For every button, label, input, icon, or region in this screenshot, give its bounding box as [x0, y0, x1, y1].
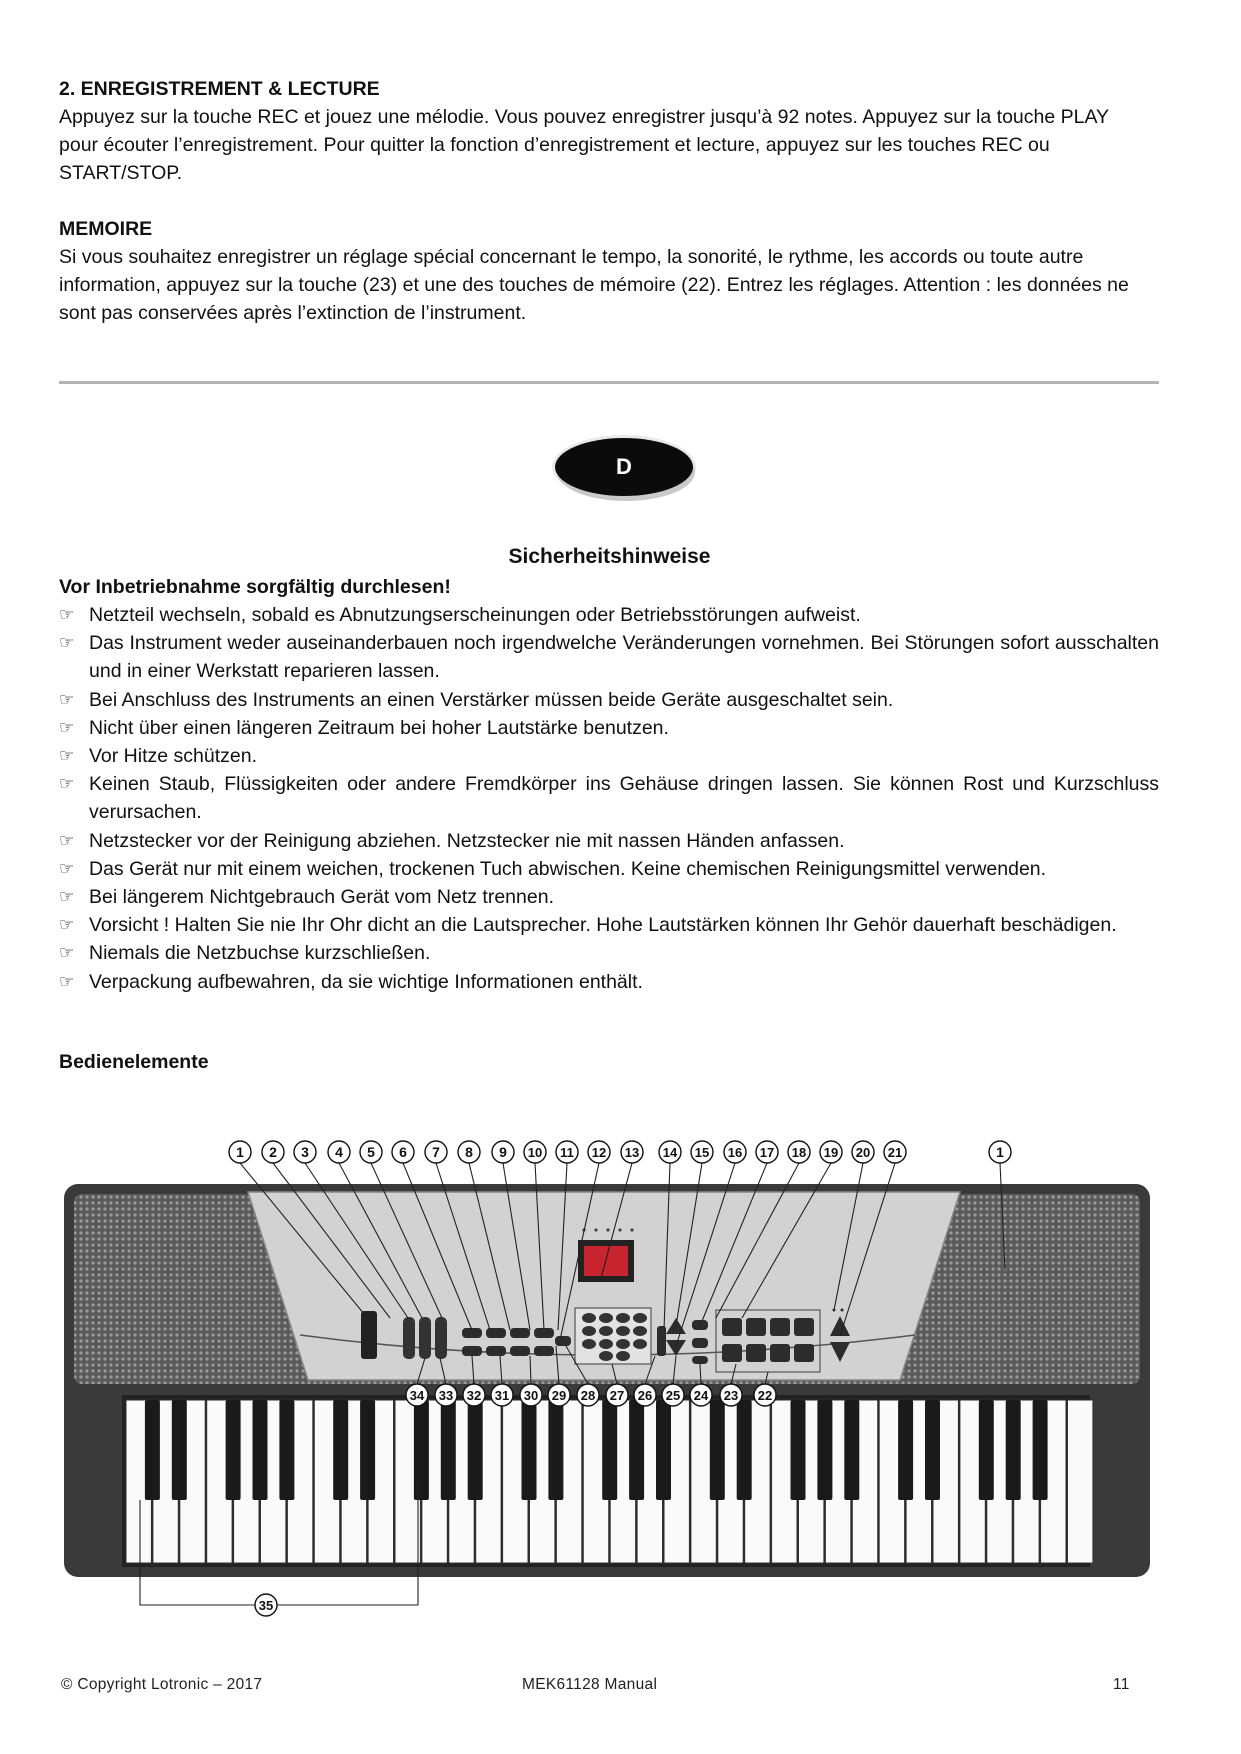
callout-14 — [659, 1141, 681, 1163]
svg-text:27: 27 — [609, 1388, 625, 1403]
black-key — [333, 1400, 348, 1500]
footer-copyright: © Copyright Lotronic – 2017 — [61, 1676, 263, 1693]
svg-text:20: 20 — [855, 1145, 871, 1160]
heading-memory: MEMOIRE — [59, 218, 153, 240]
callout-34 — [406, 1384, 428, 1406]
safety-item — [59, 883, 1159, 911]
svg-text:14: 14 — [662, 1145, 678, 1160]
black-key — [226, 1400, 241, 1500]
svg-text:23: 23 — [723, 1388, 739, 1403]
keyboard-diagram — [0, 1125, 1241, 1625]
pointing-hand-icon: ☞ — [59, 605, 75, 624]
svg-text:7: 7 — [432, 1144, 440, 1160]
safety-item-text: Das Gerät nur mit einem weichen, trockenen Tuch abwischen. Keine chemischen Reinigungsmittel verwenden. — [89, 857, 1047, 880]
paragraph-memory: Si vous souhaitez enregistrer un réglage spécial concernant le tempo, la sonorité, le rythme, les accords ou toute autre information, appuyez sur la touche (23) et une des touches de mémoire (22). Entrez les réglages. Attention : les données ne sont pas conservées après l’extinction de l’instrument. — [59, 246, 1129, 324]
pointing-hand-icon: ☞ — [59, 943, 75, 963]
svg-text:8: 8 — [465, 1144, 473, 1160]
callout-8 — [458, 1141, 480, 1163]
keys-callout — [255, 1594, 277, 1616]
callout-16 — [724, 1141, 746, 1163]
black-key — [898, 1400, 913, 1500]
white-key — [1068, 1400, 1093, 1563]
svg-text:13: 13 — [624, 1145, 640, 1160]
svg-text:9: 9 — [499, 1144, 507, 1160]
callout-30 — [520, 1384, 542, 1406]
safety-item-text: Nicht über einen längeren Zeitraum bei hoher Lautstärke benutzen. — [89, 716, 669, 739]
safety-item-text: Keinen Staub, Flüssigkeiten oder andere Fremdkörper ins Gehäuse dringen lassen. Sie können Rost und Kurzschluss verursachen. — [89, 773, 1159, 824]
svg-text:28: 28 — [580, 1388, 596, 1403]
callout-9 — [492, 1141, 514, 1163]
black-key — [844, 1400, 859, 1500]
safety-item-text: Bei Anschluss des Instruments an einen Verstärker müssen beide Geräte ausgeschaltet sein. — [89, 688, 894, 711]
safety-list — [59, 601, 1159, 996]
safety-item-text: Netzteil wechseln, sobald es Abnutzungserscheinungen oder Betriebsstörungen aufweist. — [89, 604, 861, 626]
controls-heading: Bedienelemente — [59, 1051, 209, 1073]
svg-text:18: 18 — [791, 1145, 807, 1160]
svg-text:17: 17 — [759, 1145, 775, 1160]
pointing-hand-icon: ☞ — [59, 887, 75, 907]
svg-text:24: 24 — [693, 1388, 709, 1403]
callout-23 — [720, 1384, 742, 1406]
callout-32 — [463, 1384, 485, 1406]
safety-item-text: Netzstecker vor der Reinigung abziehen. Netzstecker nie mit nassen Händen anfassen. — [89, 829, 845, 852]
safety-item — [59, 968, 1159, 996]
svg-text:1: 1 — [236, 1144, 244, 1160]
svg-text:21: 21 — [887, 1145, 903, 1160]
pointing-hand-icon: ☞ — [59, 858, 75, 878]
svg-text:5: 5 — [367, 1144, 375, 1160]
callout-29 — [548, 1384, 570, 1406]
language-badge: D — [555, 438, 693, 496]
black-key — [360, 1400, 375, 1500]
callout-26 — [634, 1384, 656, 1406]
section-divider — [59, 381, 1159, 384]
pointing-hand-icon: ☞ — [59, 633, 75, 653]
callout-7 — [425, 1141, 447, 1163]
safety-item — [59, 629, 1159, 685]
svg-text:29: 29 — [551, 1388, 567, 1403]
safety-item — [59, 827, 1159, 855]
callout-35 — [255, 1594, 277, 1616]
svg-text:32: 32 — [466, 1388, 482, 1403]
callout-18 — [788, 1141, 810, 1163]
callout-33 — [435, 1384, 457, 1406]
safety-item — [59, 939, 1159, 967]
safety-item — [59, 855, 1159, 883]
svg-text:31: 31 — [494, 1388, 510, 1403]
callout-6 — [392, 1141, 414, 1163]
callout-4 — [328, 1141, 350, 1163]
safety-item — [59, 686, 1159, 714]
svg-text:11: 11 — [560, 1145, 574, 1160]
svg-text:35: 35 — [258, 1598, 274, 1613]
safety-item-text: Verpackung aufbewahren, da sie wichtige Informationen enthält. — [89, 970, 643, 993]
safety-item-text: Vor Hitze schützen. — [89, 745, 257, 768]
footer-page-number: 11 — [1113, 1676, 1130, 1693]
svg-text:12: 12 — [591, 1145, 607, 1160]
black-key — [817, 1400, 832, 1500]
callout-25 — [662, 1384, 684, 1406]
pointing-hand-icon: ☞ — [59, 717, 75, 737]
svg-text:34: 34 — [409, 1388, 425, 1403]
volume-buttons — [403, 1317, 447, 1359]
paragraph-recording: Appuyez sur la touche REC et jouez une mélodie. Vous pouvez enregistrer jusqu’à 92 notes. Appuyez sur la touche PLAY pour écouter l’enregistrement. Pour quitter la fonction d’enregistrement et lecture, appuyez sur les touches REC ou START/STOP. — [59, 106, 1109, 184]
svg-text:4: 4 — [335, 1144, 343, 1160]
pointing-hand-icon: ☞ — [59, 746, 75, 766]
callout-21 — [884, 1141, 906, 1163]
black-key — [656, 1400, 671, 1500]
callout-3 — [294, 1141, 316, 1163]
callout-12 — [588, 1141, 610, 1163]
safety-item-text: Niemals die Netzbuchse kurzschließen. — [89, 942, 431, 965]
safety-item — [59, 742, 1159, 770]
black-key — [279, 1400, 294, 1500]
callout-22 — [754, 1384, 776, 1406]
pointing-hand-icon: ☞ — [59, 689, 75, 709]
safety-item — [59, 770, 1159, 826]
callout-10 — [524, 1141, 546, 1163]
svg-text:30: 30 — [523, 1388, 539, 1403]
callout-11 — [556, 1141, 578, 1163]
safety-item-text: Das Instrument weder auseinanderbauen noch irgendwelche Veränderungen vornehmen. Bei Störungen sofort ausschalten und in einer Werkstatt reparieren lassen. — [89, 632, 1159, 683]
black-key — [791, 1400, 806, 1500]
svg-text:10: 10 — [527, 1145, 543, 1160]
callout-2 — [262, 1141, 284, 1163]
black-key — [737, 1400, 752, 1500]
svg-text:19: 19 — [823, 1145, 839, 1160]
svg-text:16: 16 — [727, 1145, 743, 1160]
pointing-hand-icon: ☞ — [59, 830, 75, 850]
black-key — [253, 1400, 268, 1500]
black-key — [1033, 1400, 1048, 1500]
safety-item-text: Bei längerem Nichtgebrauch Gerät vom Netz trennen. — [89, 886, 554, 909]
callout-15 — [691, 1141, 713, 1163]
safety-item — [59, 911, 1159, 939]
callout-17 — [756, 1141, 778, 1163]
black-key — [522, 1400, 537, 1500]
svg-text:33: 33 — [438, 1388, 454, 1403]
black-key — [548, 1400, 563, 1500]
svg-text:1: 1 — [996, 1144, 1004, 1160]
svg-text:15: 15 — [694, 1145, 710, 1160]
callout-1 — [989, 1141, 1011, 1163]
pointing-hand-icon: ☞ — [59, 915, 75, 935]
power-switch — [361, 1311, 377, 1359]
callout-24 — [690, 1384, 712, 1406]
safety-item — [59, 714, 1159, 742]
callout-20 — [852, 1141, 874, 1163]
black-key — [172, 1400, 187, 1500]
heading-recording: 2. ENREGISTREMENT & LECTURE — [59, 78, 380, 100]
black-key — [602, 1400, 617, 1500]
black-key — [1006, 1400, 1021, 1500]
callout-13 — [621, 1141, 643, 1163]
black-key — [979, 1400, 994, 1500]
pointing-hand-icon: ☞ — [59, 774, 75, 794]
svg-text:6: 6 — [399, 1144, 407, 1160]
safety-subtitle: Vor Inbetriebnahme sorgfältig durchlesen! — [59, 576, 451, 598]
black-key — [710, 1400, 725, 1500]
callout-19 — [820, 1141, 842, 1163]
black-key — [441, 1400, 456, 1500]
svg-text:3: 3 — [301, 1144, 309, 1160]
top-callouts — [229, 1141, 1011, 1163]
callout-31 — [491, 1384, 513, 1406]
svg-text:26: 26 — [637, 1388, 653, 1403]
black-key — [629, 1400, 644, 1500]
svg-text:25: 25 — [665, 1388, 681, 1403]
svg-text:22: 22 — [757, 1388, 773, 1403]
safety-title: Sicherheitshinweise — [508, 545, 711, 568]
svg-text:2: 2 — [269, 1144, 277, 1160]
callout-1 — [229, 1141, 251, 1163]
black-key — [925, 1400, 940, 1500]
callout-5 — [360, 1141, 382, 1163]
callout-28 — [577, 1384, 599, 1406]
black-key — [468, 1400, 483, 1500]
callout-27 — [606, 1384, 628, 1406]
black-key — [414, 1400, 429, 1500]
safety-item-text: Vorsicht ! Halten Sie nie Ihr Ohr dicht an die Lautsprecher. Hohe Lautstärken können Ihr Gehör dauerhaft beschädigen. — [89, 914, 1117, 937]
safety-item — [59, 601, 1159, 629]
black-key — [145, 1400, 160, 1500]
footer-manual: MEK61128 Manual — [522, 1676, 658, 1693]
pointing-hand-icon: ☞ — [59, 971, 75, 991]
